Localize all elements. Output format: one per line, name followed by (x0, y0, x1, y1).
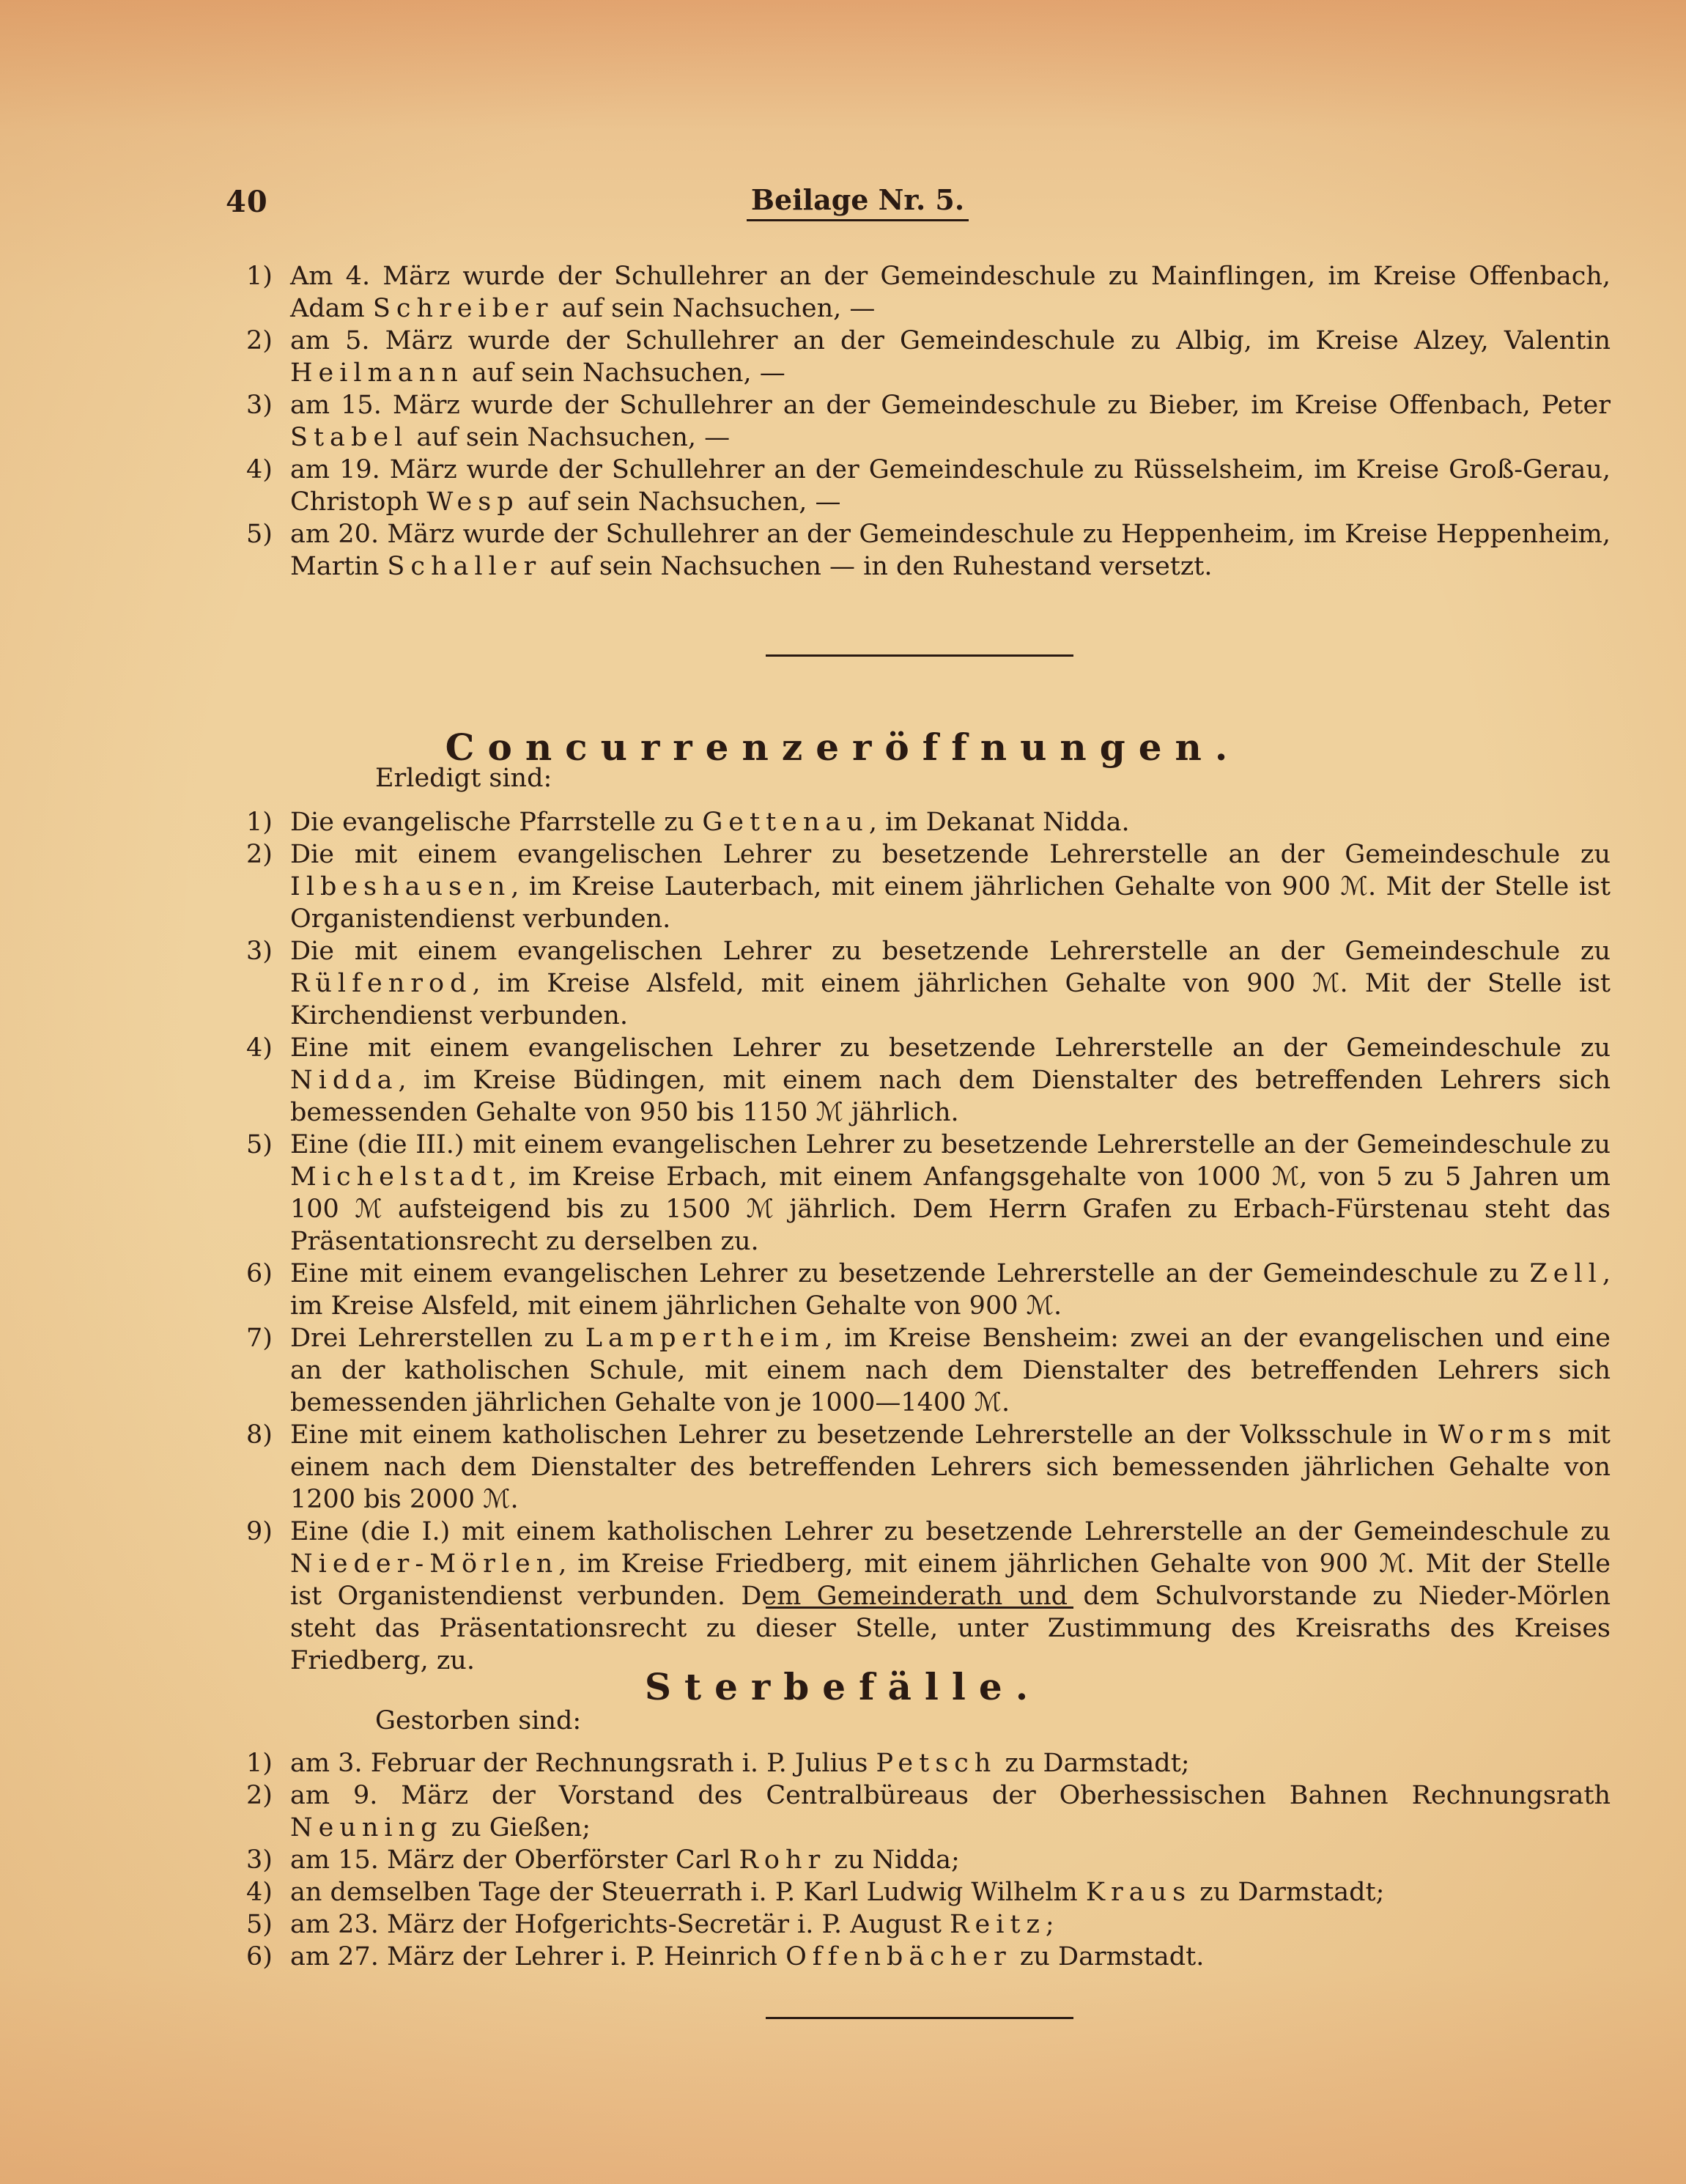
list-item (246, 1908, 1611, 1941)
item-number: 4) (246, 1878, 273, 1907)
person-name: Stabel (290, 423, 409, 452)
item-text: am 15. März wurde der Schullehrer an der Gemeindeschule zu Bieber, im Kreise Offenbach, Peter (290, 391, 1611, 420)
item-text: Eine mit einem katholischen Lehrer zu besetzende Lehrerstelle an der Volksschule in (290, 1420, 1438, 1450)
item-number: 2) (246, 840, 273, 869)
item-text: am 27. März der Lehrer i. P. Heinrich (290, 1942, 786, 1971)
list-item (246, 454, 1611, 518)
item-text: zu Darmstadt. (1011, 1942, 1205, 1971)
item-number: 3) (246, 937, 273, 966)
person-name: Reitz (950, 1910, 1046, 1939)
item-text: auf sein Nachsuchen — in den Ruhestand versetzt. (541, 552, 1213, 581)
item-text: , im Kreise Lauterbach, mit einem jährlichen Gehalte von 900 ℳ. Mit der Stelle ist Organistendienst verbunden. (290, 872, 1611, 934)
item-number: 8) (246, 1420, 273, 1450)
item-text: Am 4. März wurde der Schullehrer an der Gemeindeschule zu Mainflingen, im Kreise Offenbach, Adam (290, 262, 1611, 323)
running-head (0, 183, 1686, 221)
item-text: am 9. März der Vorstand des Centralbüreaus der Oberhessischen Bahnen Rechnungsrath (290, 1781, 1611, 1810)
item-text: Eine (die III.) mit einem evangelischen Lehrer zu besetzende Lehrerstelle an der Gemeindeschule zu (290, 1130, 1611, 1159)
section-intro: Erledigt sind: (375, 764, 552, 793)
section-intro: Gestorben sind: (375, 1706, 582, 1735)
item-text: Die evangelische Pfarrstelle zu (290, 808, 703, 837)
item-number: 2) (246, 326, 273, 355)
item-number: 5) (246, 1130, 273, 1159)
list-item (246, 1419, 1611, 1516)
item-text: zu Darmstadt; (997, 1749, 1190, 1778)
item-text: auf sein Nachsuchen, — (463, 358, 785, 388)
list-item (246, 1876, 1611, 1908)
deaths-list (246, 1747, 1611, 1973)
list-item (246, 1747, 1611, 1779)
item-text: Eine mit einem evangelischen Lehrer zu besetzende Lehrerstelle an der Gemeindeschule zu (290, 1033, 1611, 1063)
person-name: Neuning (290, 1813, 443, 1842)
item-text: am 3. Februar der Rechnungsrath i. P. Julius (290, 1749, 876, 1778)
section-divider (766, 2017, 1073, 2019)
list-item (246, 325, 1611, 389)
list-item (246, 1516, 1611, 1677)
section-title-deaths: Sterbefälle. (644, 1665, 1042, 1708)
list-item (246, 389, 1611, 454)
item-text: zu Gießen; (443, 1813, 591, 1842)
list-item (246, 518, 1611, 583)
item-text: am 5. März wurde der Schullehrer an der Gemeindeschule zu Albig, im Kreise Alzey, Valentin (290, 326, 1611, 355)
place-name: Ilbeshausen (290, 872, 511, 901)
item-text: , im Kreise Alsfeld, mit einem jährlichen Gehalte von 900 ℳ. Mit der Stelle ist Kirchendienst verbunden. (290, 969, 1611, 1030)
item-text: Eine (die I.) mit einem katholischen Lehrer zu besetzende Lehrerstelle an der Gemeindeschule zu (290, 1517, 1611, 1546)
item-text: auf sein Nachsuchen, — (553, 294, 876, 323)
list-item (246, 1779, 1611, 1844)
item-number: 4) (246, 455, 273, 484)
item-text: , im Kreise Friedberg, mit einem jährlichen Gehalte von 900 ℳ. Mit der Stelle ist Organistendienst verbunden. Dem Gemeinderath und dem Schulvorstande zu Nieder-Mörlen steht das Präsentationsrecht zu dieser Stelle, unter Zustimmung des Kreisraths des Kreises Friedberg, zu. (290, 1549, 1611, 1675)
person-name: Wesp (426, 487, 520, 517)
page-number: 40 (226, 185, 268, 219)
retirement-list (246, 260, 1611, 583)
item-text: , im Kreise Erbach, mit einem Anfangsgehalte von 1000 ℳ, von 5 zu 5 Jahren um 100 ℳ aufsteigend bis zu 1500 ℳ jährlich. Dem Herrn Grafen zu Erbach-Fürstenau steht das Präsentationsrecht zu derselben zu. (290, 1162, 1611, 1256)
section-divider (766, 654, 1073, 657)
person-name: Offenbächer (785, 1942, 1012, 1971)
person-name: Petsch (876, 1749, 997, 1778)
vacancy-list (246, 806, 1611, 1677)
item-number: 3) (246, 391, 273, 420)
item-number: 6) (246, 1259, 273, 1288)
list-item (246, 260, 1611, 325)
list-item (246, 806, 1611, 838)
place-name: Nidda (290, 1066, 399, 1095)
item-text: am 19. März wurde der Schullehrer an der Gemeindeschule zu Rüsselsheim, im Kreise Groß-Gerau, Christoph (290, 455, 1611, 517)
section-divider (766, 1606, 1073, 1609)
list-item (246, 1032, 1611, 1129)
list-item (246, 1941, 1611, 1973)
list-item (246, 935, 1611, 1032)
item-text: am 15. März der Oberförster Carl (290, 1845, 739, 1875)
item-text: Die mit einem evangelischen Lehrer zu besetzende Lehrerstelle an der Gemeindeschule zu (290, 840, 1611, 869)
item-number: 5) (246, 1910, 273, 1939)
item-number: 1) (246, 808, 273, 837)
list-item (246, 1129, 1611, 1258)
item-text: mit einem nach dem Dienstalter des betreffenden Lehrers sich bemessenden jährlichen Gehalte von 1200 bis 2000 ℳ. (290, 1420, 1611, 1514)
item-text: am 20. März wurde der Schullehrer an der Gemeindeschule zu Heppenheim, im Kreise Heppenheim, Martin (290, 520, 1611, 581)
item-text: , im Dekanat Nidda. (868, 808, 1130, 837)
list-item (246, 1844, 1611, 1876)
place-name: Michelstadt (290, 1162, 509, 1192)
item-text: , im Kreise Büdingen, mit einem nach dem Dienstalter des betreffenden Lehrers sich bemessenden Gehalte von 950 bis 1150 ℳ jährlich. (290, 1066, 1611, 1127)
item-text: an demselben Tage der Steuerrath i. P. Karl Ludwig Wilhelm (290, 1878, 1086, 1907)
place-name: Gettenau (702, 808, 869, 837)
item-text: zu Nidda; (826, 1845, 960, 1875)
item-text: Drei Lehrerstellen zu (290, 1324, 585, 1353)
item-text: , im Kreise Bensheim: zwei an der evangelischen und eine an der katholischen Schule, mit einem nach dem Dienstalter des betreffenden Lehrers sich bemessenden jährlichen Gehalte von je 1000—1400 ℳ. (290, 1324, 1611, 1417)
place-name: Nieder-Mörlen (290, 1549, 559, 1579)
person-name: Schaller (387, 552, 542, 581)
running-head-title: Beilage Nr. 5. (747, 183, 969, 221)
item-number: 6) (246, 1942, 273, 1971)
item-text: ; (1045, 1910, 1054, 1939)
item-number: 4) (246, 1033, 273, 1063)
person-name: Rohr (739, 1845, 827, 1875)
item-number: 1) (246, 1749, 273, 1778)
item-text: Eine mit einem evangelischen Lehrer zu besetzende Lehrerstelle an der Gemeindeschule zu (290, 1259, 1530, 1288)
place-name: Zell (1529, 1259, 1602, 1288)
place-name: Rülfenrod (290, 969, 473, 998)
item-number: 3) (246, 1845, 273, 1875)
item-text: , im Kreise Alsfeld, mit einem jährlichen Gehalte von 900 ℳ. (290, 1259, 1611, 1321)
item-number: 2) (246, 1781, 273, 1810)
item-number: 9) (246, 1517, 273, 1546)
person-name: Schreiber (372, 294, 554, 323)
item-number: 1) (246, 262, 273, 291)
person-name: Heilmann (290, 358, 464, 388)
item-text: Die mit einem evangelischen Lehrer zu besetzende Lehrerstelle an der Gemeindeschule zu (290, 937, 1611, 966)
item-text: auf sein Nachsuchen, — (408, 423, 731, 452)
place-name: Lampertheim (585, 1324, 825, 1353)
list-item (246, 1258, 1611, 1322)
item-text: zu Darmstadt; (1191, 1878, 1385, 1907)
item-number: 5) (246, 520, 273, 549)
section-title-concurrenz: Concurrenzeröffnungen. (445, 726, 1241, 769)
item-number: 7) (246, 1324, 273, 1353)
list-item (246, 1322, 1611, 1419)
item-text: auf sein Nachsuchen, — (519, 487, 841, 517)
item-text: am 23. März der Hofgerichts-Secretär i. P. August (290, 1910, 950, 1939)
person-name: Kraus (1085, 1878, 1192, 1907)
place-name: Worms (1438, 1420, 1558, 1450)
list-item (246, 838, 1611, 935)
